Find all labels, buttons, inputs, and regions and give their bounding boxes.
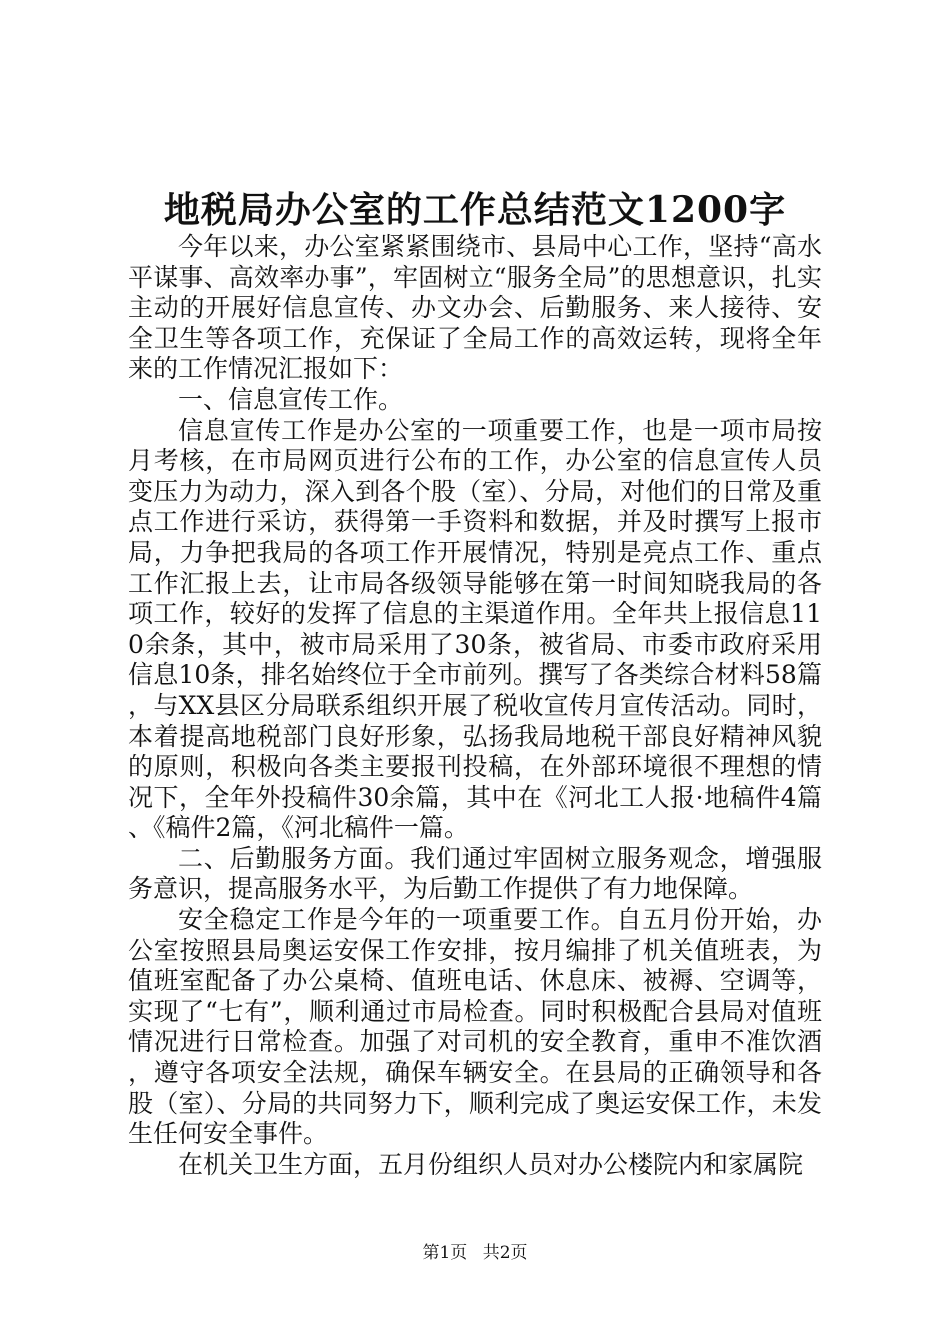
paragraph-intro: 今年以来，办公室紧紧围绕市、县局中心工作，坚持“高水平谋事、高效率办事”，牢固树立“服务全局”的思想意识，扎实主动的开展好信息宣传、办文办会、后勤服务、来人接待、安全卫生等各项工作，充保证了全局工作的高效运转，现将全年来的工作情况汇报如下： — [128, 232, 822, 384]
paragraph-sanitation: 在机关卫生方面，五月份组织人员对办公楼院内和家属院 — [178, 1149, 804, 1179]
page-footer — [0, 1241, 950, 1265]
paragraph-safety-stability: 安全稳定工作是今年的一项重要工作。自五月份开始，办公室按照县局奥运安保工作安排，按月编排了机关值班表，为值班室配备了办公桌椅、值班电话、休息床、被褥、空调等，实现了“七有”，顺利通过市局检查。同时积极配合县局对值班情况进行日常检查。加强了对司机的安全教育，重申不准饮酒，遵守各项安全法规，确保车辆安全。在县局的正确领导和各股（室）、分局的共同努力下，顺利完成了奥运安保工作，未发生任何安全事件。 — [128, 905, 822, 1149]
document-title: 地税局办公室的工作总结范文1200字 — [163, 189, 787, 231]
paragraph-info-publicity: 信息宣传工作是办公室的一项重要工作，也是一项市局按月考核，在市局网页进行公布的工作，办公室的信息宣传人员变压力为动力，深入到各个股（室）、分局，对他们的日常及重点工作进行采访，获得第一手资料和数据，并及时撰写上报市局，力争把我局的各项工作开展情况，特别是亮点工作、重点工作汇报上去，让市局各级领导能够在第一时间知晓我局的各项工作，较好的发挥了信息的主渠道作用。全年共上报信息110余条，其中，被市局采用了30条，被省局、市委市政府采用信息10条，排名始终位于全市前列。撰写了各类综合材料58篇，与XX县区分局联系组织开展了税收宣传月宣传活动。同时，本着提高地税部门良好形象，弘扬我局地税干部良好精神风貌的原则，积极向各类主要报刊投稿，在外部环境很不理想的情况下，全年外投稿件30余篇，其中在《河北工人报·地稿件4篇、《稿件2篇，《河北稿件一篇。 — [128, 415, 822, 843]
section-heading-info-publicity: 一、信息宣传工作。 — [178, 384, 404, 414]
page-number-total: 共2页 — [482, 1243, 528, 1263]
section-heading-logistics: 二、后勤服务方面。我们通过牢固树立服务观念，增强服务意识，提高服务水平，为后勤工作提供了有力地保障。 — [128, 843, 822, 904]
page-number-current: 第1页 — [422, 1243, 468, 1263]
document-body — [128, 232, 822, 1180]
